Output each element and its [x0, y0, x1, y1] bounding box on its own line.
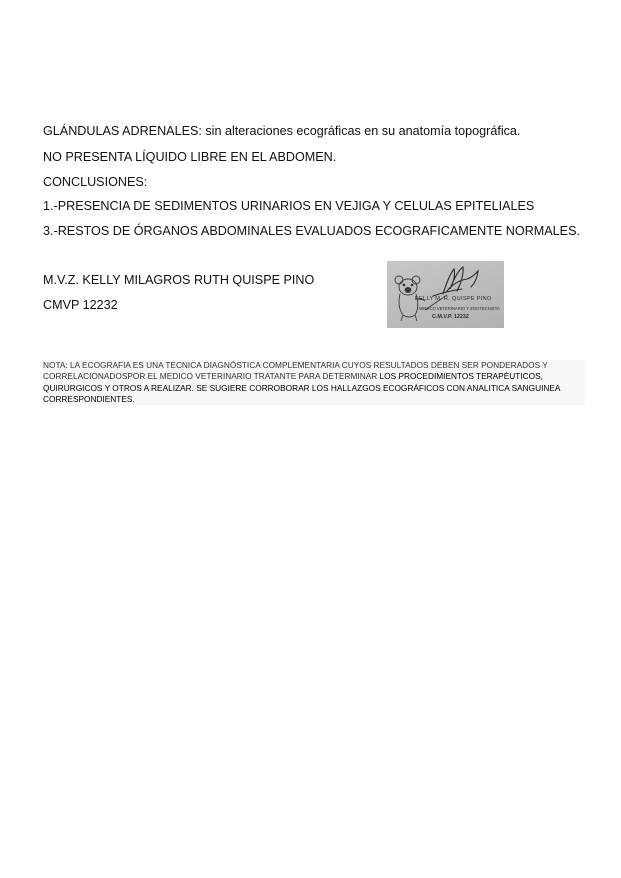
conclusions-heading: CONCLUSIONES:	[43, 175, 148, 189]
disclaimer-note-part1: NOTA: LA ECOGRAFIA ES UNA TECNICA DIAGNÓSTICA COMPLEMENTARIA CUYOS RESULTADOS DEBEN SER PONDERADOS Y CORRELACIONADOSPOR EL MEDICO VETERINARIO TRATANTE PARA DETERMINAR	[43, 360, 548, 382]
signature-stamp-image	[387, 261, 504, 328]
disclaimer-note-part2: LOS PROCEDIMIENTOS TERAPÉUTICOS, QUIRURGICOS Y OTROS A REALIZAR. SE SUGIERE CORROBORAR LOS HALLAZGOS ECOGRÁFICOS CON ANALITICA SANGUINEA CORRESPONDIENTES.	[43, 371, 560, 404]
stamp-name: KELLY M. R. QUISPE PINO	[415, 296, 492, 302]
disclaimer-note	[43, 360, 585, 405]
stamp-cmvp: C.M.V.P. 12232	[432, 314, 469, 320]
stamp-title: MEDICO VETERINARIO Y ZOOTECNISTA	[419, 306, 500, 311]
adrenal-glands-label: GLÁNDULAS ADRENALES:	[43, 124, 202, 138]
conclusion-item-3: 3.-RESTOS DE ÓRGANOS ABDOMINALES EVALUADOS ECOGRAFICAMENTE NORMALES.	[43, 224, 580, 238]
conclusion-item-1: 1.-PRESENCIA DE SEDIMENTOS URINARIOS EN VEJIGA Y CELULAS EPITELIALES	[43, 199, 535, 213]
adrenal-glands-finding: sin alteraciones ecográficas en su anatomía topográfica.	[201, 124, 521, 138]
veterinarian-name: M.V.Z. KELLY MILAGROS RUTH QUISPE PINO	[43, 273, 315, 287]
adrenal-glands-line	[43, 124, 520, 138]
veterinarian-license: CMVP 12232	[43, 298, 118, 312]
free-fluid-line: NO PRESENTA LÍQUIDO LIBRE EN EL ABDOMEN.	[43, 150, 337, 164]
